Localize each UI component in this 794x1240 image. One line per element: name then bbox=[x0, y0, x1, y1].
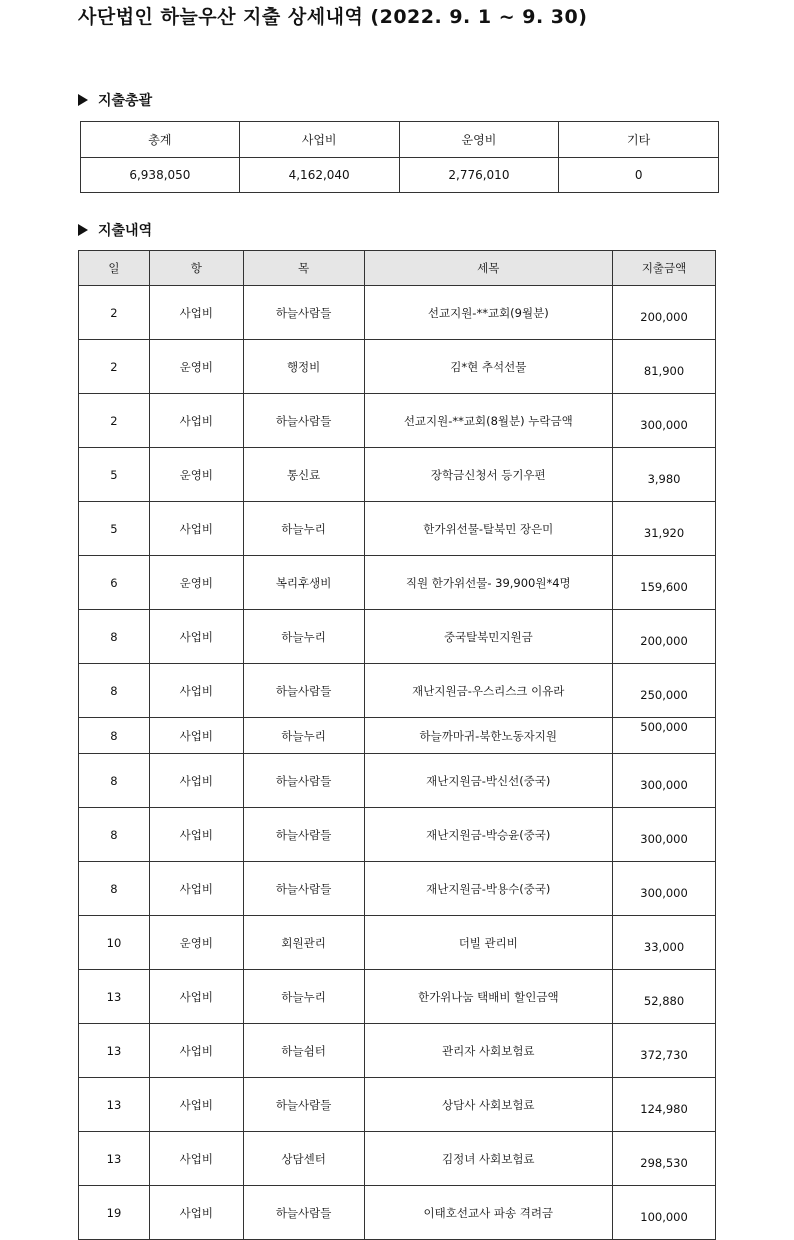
cell-amount: 3,980 bbox=[613, 448, 716, 502]
cell-category: 운영비 bbox=[149, 556, 243, 610]
cell-subitem: 선교지원-**교회(9월분) bbox=[364, 286, 613, 340]
cell-amount: 124,980 bbox=[613, 1078, 716, 1132]
cell-subitem: 이태호선교사 파송 격려금 bbox=[364, 1186, 613, 1240]
summary-table bbox=[80, 121, 719, 193]
table-row bbox=[79, 502, 716, 556]
cell-subitem: 관리자 사회보험료 bbox=[364, 1024, 613, 1078]
cell-amount: 372,730 bbox=[613, 1024, 716, 1078]
header-item: 목 bbox=[243, 251, 364, 286]
cell-category: 운영비 bbox=[149, 916, 243, 970]
cell-amount: 100,000 bbox=[613, 1186, 716, 1240]
summary-header-business: 사업비 bbox=[239, 122, 399, 158]
cell-amount: 33,000 bbox=[613, 916, 716, 970]
cell-amount: 200,000 bbox=[613, 286, 716, 340]
cell-category: 사업비 bbox=[149, 394, 243, 448]
cell-day: 5 bbox=[79, 502, 150, 556]
cell-day: 8 bbox=[79, 610, 150, 664]
table-row bbox=[79, 448, 716, 502]
cell-day: 6 bbox=[79, 556, 150, 610]
summary-value-other: 0 bbox=[559, 158, 719, 193]
table-row bbox=[79, 1132, 716, 1186]
cell-item: 하늘누리 bbox=[243, 970, 364, 1024]
table-row bbox=[79, 916, 716, 970]
cell-day: 13 bbox=[79, 1132, 150, 1186]
cell-amount: 300,000 bbox=[613, 754, 716, 808]
detail-section-heading bbox=[78, 220, 152, 240]
cell-item: 하늘누리 bbox=[243, 502, 364, 556]
header-subitem: 세목 bbox=[364, 251, 613, 286]
header-category: 항 bbox=[149, 251, 243, 286]
cell-item: 하늘사람들 bbox=[243, 664, 364, 718]
table-row bbox=[79, 1186, 716, 1240]
cell-subitem: 직원 한가위선물- 39,900원*4명 bbox=[364, 556, 613, 610]
cell-subitem: 재난지원금-박신선(중국) bbox=[364, 754, 613, 808]
cell-item: 통신료 bbox=[243, 448, 364, 502]
table-row bbox=[79, 718, 716, 754]
cell-category: 사업비 bbox=[149, 1024, 243, 1078]
cell-item: 하늘사람들 bbox=[243, 1186, 364, 1240]
cell-item: 하늘사람들 bbox=[243, 1078, 364, 1132]
cell-subitem: 재난지원금-우스리스크 이유라 bbox=[364, 664, 613, 718]
table-row bbox=[79, 340, 716, 394]
cell-category: 사업비 bbox=[149, 754, 243, 808]
cell-day: 8 bbox=[79, 718, 150, 754]
cell-amount: 81,900 bbox=[613, 340, 716, 394]
table-row bbox=[79, 970, 716, 1024]
header-day: 일 bbox=[79, 251, 150, 286]
page-title: 사단법인 하늘우산 지출 상세내역 (2022. 9. 1 ~ 9. 30) bbox=[78, 6, 588, 28]
header-amount: 지출금액 bbox=[613, 251, 716, 286]
table-row bbox=[79, 610, 716, 664]
cell-item: 하늘사람들 bbox=[243, 754, 364, 808]
table-row bbox=[79, 1024, 716, 1078]
cell-day: 10 bbox=[79, 916, 150, 970]
cell-subitem: 재난지원금-박승윤(중국) bbox=[364, 808, 613, 862]
cell-day: 19 bbox=[79, 1186, 150, 1240]
cell-day: 13 bbox=[79, 1024, 150, 1078]
cell-subitem: 하늘까마귀-북한노동자지원 bbox=[364, 718, 613, 754]
cell-category: 사업비 bbox=[149, 1078, 243, 1132]
triangle-bullet-icon bbox=[78, 224, 88, 236]
cell-category: 사업비 bbox=[149, 286, 243, 340]
cell-amount: 250,000 bbox=[613, 664, 716, 718]
cell-item: 상담센터 bbox=[243, 1132, 364, 1186]
cell-item: 하늘사람들 bbox=[243, 862, 364, 916]
cell-subitem: 중국탈북민지원금 bbox=[364, 610, 613, 664]
cell-subitem: 재난지원금-박용수(중국) bbox=[364, 862, 613, 916]
summary-value-business: 4,162,040 bbox=[239, 158, 399, 193]
cell-amount: 31,920 bbox=[613, 502, 716, 556]
cell-item: 하늘사람들 bbox=[243, 808, 364, 862]
table-row bbox=[79, 556, 716, 610]
cell-subitem: 김정녀 사회보험료 bbox=[364, 1132, 613, 1186]
cell-category: 사업비 bbox=[149, 718, 243, 754]
cell-amount: 500,000 bbox=[613, 718, 716, 754]
cell-subitem: 김*현 추석선물 bbox=[364, 340, 613, 394]
cell-subitem: 한가위선물-탈북민 장은미 bbox=[364, 502, 613, 556]
cell-subitem: 상담사 사회보험료 bbox=[364, 1078, 613, 1132]
cell-item: 회원관리 bbox=[243, 916, 364, 970]
table-row bbox=[79, 1078, 716, 1132]
cell-day: 2 bbox=[79, 394, 150, 448]
cell-item: 하늘사람들 bbox=[243, 286, 364, 340]
cell-subitem: 선교지원-**교회(8월분) 누락금액 bbox=[364, 394, 613, 448]
summary-value-total: 6,938,050 bbox=[81, 158, 240, 193]
cell-amount: 300,000 bbox=[613, 862, 716, 916]
cell-amount: 300,000 bbox=[613, 394, 716, 448]
summary-header-other: 기타 bbox=[559, 122, 719, 158]
cell-item: 행정비 bbox=[243, 340, 364, 394]
cell-item: 복리후생비 bbox=[243, 556, 364, 610]
cell-category: 사업비 bbox=[149, 862, 243, 916]
summary-section-heading bbox=[78, 90, 152, 110]
cell-category: 사업비 bbox=[149, 1132, 243, 1186]
cell-category: 사업비 bbox=[149, 502, 243, 556]
cell-day: 2 bbox=[79, 340, 150, 394]
summary-header-row bbox=[81, 122, 719, 158]
cell-day: 13 bbox=[79, 1078, 150, 1132]
cell-day: 8 bbox=[79, 808, 150, 862]
table-row bbox=[79, 286, 716, 340]
summary-value-operation: 2,776,010 bbox=[399, 158, 559, 193]
cell-day: 8 bbox=[79, 862, 150, 916]
cell-category: 운영비 bbox=[149, 340, 243, 394]
cell-day: 8 bbox=[79, 754, 150, 808]
table-row bbox=[79, 808, 716, 862]
table-row bbox=[79, 394, 716, 448]
cell-subitem: 더빌 관리비 bbox=[364, 916, 613, 970]
cell-item: 하늘누리 bbox=[243, 610, 364, 664]
cell-amount: 200,000 bbox=[613, 610, 716, 664]
cell-day: 8 bbox=[79, 664, 150, 718]
cell-subitem: 한가위나눔 택배비 할인금액 bbox=[364, 970, 613, 1024]
cell-amount: 159,600 bbox=[613, 556, 716, 610]
cell-category: 운영비 bbox=[149, 448, 243, 502]
detail-table bbox=[78, 250, 716, 1240]
table-row bbox=[79, 754, 716, 808]
cell-amount: 300,000 bbox=[613, 808, 716, 862]
cell-day: 2 bbox=[79, 286, 150, 340]
cell-category: 사업비 bbox=[149, 610, 243, 664]
summary-header-operation: 운영비 bbox=[399, 122, 559, 158]
summary-header-total: 총계 bbox=[81, 122, 240, 158]
cell-day: 5 bbox=[79, 448, 150, 502]
cell-subitem: 장학금신청서 등기우편 bbox=[364, 448, 613, 502]
summary-section-label: 지출총괄 bbox=[98, 93, 153, 109]
table-row bbox=[79, 664, 716, 718]
cell-category: 사업비 bbox=[149, 970, 243, 1024]
cell-category: 사업비 bbox=[149, 808, 243, 862]
cell-item: 하늘누리 bbox=[243, 718, 364, 754]
detail-header-row bbox=[79, 251, 716, 286]
cell-item: 하늘쉼터 bbox=[243, 1024, 364, 1078]
summary-value-row bbox=[81, 158, 719, 193]
cell-amount: 52,880 bbox=[613, 970, 716, 1024]
detail-section-label: 지출내역 bbox=[98, 223, 153, 239]
cell-amount: 298,530 bbox=[613, 1132, 716, 1186]
cell-day: 13 bbox=[79, 970, 150, 1024]
table-row bbox=[79, 862, 716, 916]
cell-item: 하늘사람들 bbox=[243, 394, 364, 448]
cell-category: 사업비 bbox=[149, 664, 243, 718]
triangle-bullet-icon bbox=[78, 94, 88, 106]
cell-category: 사업비 bbox=[149, 1186, 243, 1240]
